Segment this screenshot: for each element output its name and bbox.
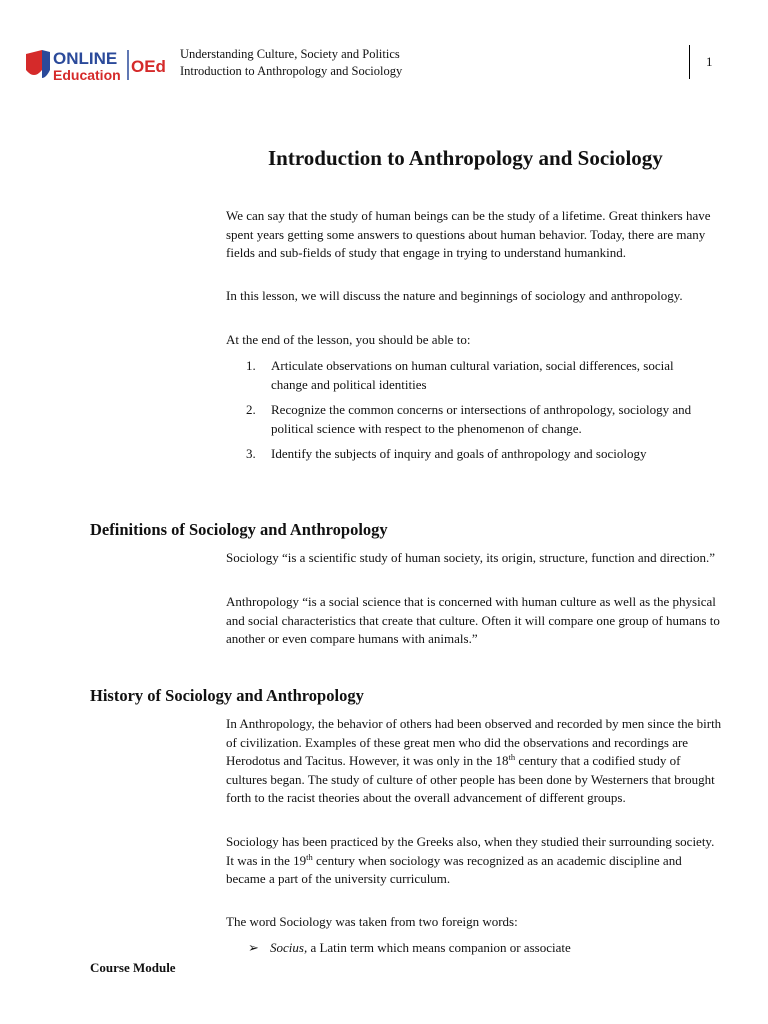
definitions-heading: Definitions of Sociology and Anthropology <box>90 520 388 539</box>
anthropology-definition: Anthropology “is a social science that is concerned with human culture as well as the physical and social characteristics that create that culture. Often it will compare one group of humans to another or even compare humans with animals.” <box>226 594 720 646</box>
list-item <box>246 357 706 394</box>
footer-course-module: Course Module <box>90 960 176 975</box>
intro-paragraph-2: In this lesson, we will discuss the nature and beginnings of sociology and anthropology. <box>226 288 683 303</box>
sociology-definition: Sociology “is a scientific study of human society, its origin, structure, function and direction.” <box>226 550 716 565</box>
bullet-text: a Latin term which means companion or associate <box>307 940 571 955</box>
history-paragraph-1: In Anthropology, the behavior of others had been observed and recorded by men since the birth of civilization. Examples of these great men who did the observations and recordings are Herodotus and Tacitus. However, it was only in the 18th century that a codified study of cultures began. The study of culture of other people has been done by Westerners that brought forth to the racist theories about the overall advancement of different groups. <box>226 716 722 805</box>
online-education-logo <box>24 44 174 84</box>
list-item-text: Recognize the common concerns or intersections of anthropology, sociology and political science with respect to the phenomenon of change. <box>271 402 692 436</box>
ordinal-suffix: th <box>306 851 313 862</box>
lesson-title: Introduction to Anthropology and Sociology <box>180 64 403 78</box>
list-item-text: Articulate observations on human cultural variation, social differences, social change and political identities <box>271 358 674 392</box>
intro-paragraph-3: At the end of the lesson, you should be able to: <box>226 332 471 347</box>
logo-education-text: Education <box>53 67 121 83</box>
bullet-term: Socius, <box>270 940 308 955</box>
bullet-item-socius <box>248 939 571 958</box>
list-item-number: 2. <box>246 402 256 417</box>
ordinal-suffix: th <box>508 752 516 762</box>
running-header <box>180 46 402 80</box>
logo-graphic <box>24 44 174 84</box>
list-item <box>246 401 706 438</box>
page-title: Introduction to Anthropology and Sociology <box>268 146 663 170</box>
list-item-number: 1. <box>246 358 256 373</box>
history-paragraph-2: Sociology has been practiced by the Greeks also, when they studied their surrounding society. It was in the 19th century when sociology was recognized as an academic discipline and became a part of the university curriculum. <box>226 834 715 886</box>
logo-oed-text: OEd <box>131 57 166 76</box>
page-number: 1 <box>706 54 713 69</box>
objectives-list <box>246 357 706 471</box>
list-item-number: 3. <box>246 446 256 461</box>
course-title: Understanding Culture, Society and Politics <box>180 47 400 61</box>
list-item <box>246 445 706 464</box>
header-divider <box>689 45 690 79</box>
logo-online-text: ONLINE <box>53 49 118 68</box>
shield-icon <box>26 50 42 75</box>
history-paragraph-3: The word Sociology was taken from two foreign words: <box>226 914 518 929</box>
intro-paragraph-1: We can say that the study of human beings can be the study of a lifetime. Great thinkers have spent years getting some answers to questions about human behavior. Today, there are many fields and sub-fields of study that engage in trying to understand humankind. <box>226 208 711 260</box>
history-heading: History of Sociology and Anthropology <box>90 686 364 705</box>
list-item-text: Identify the subjects of inquiry and goals of anthropology and sociology <box>271 446 647 461</box>
arrow-bullet-icon: ➢ <box>248 940 259 955</box>
